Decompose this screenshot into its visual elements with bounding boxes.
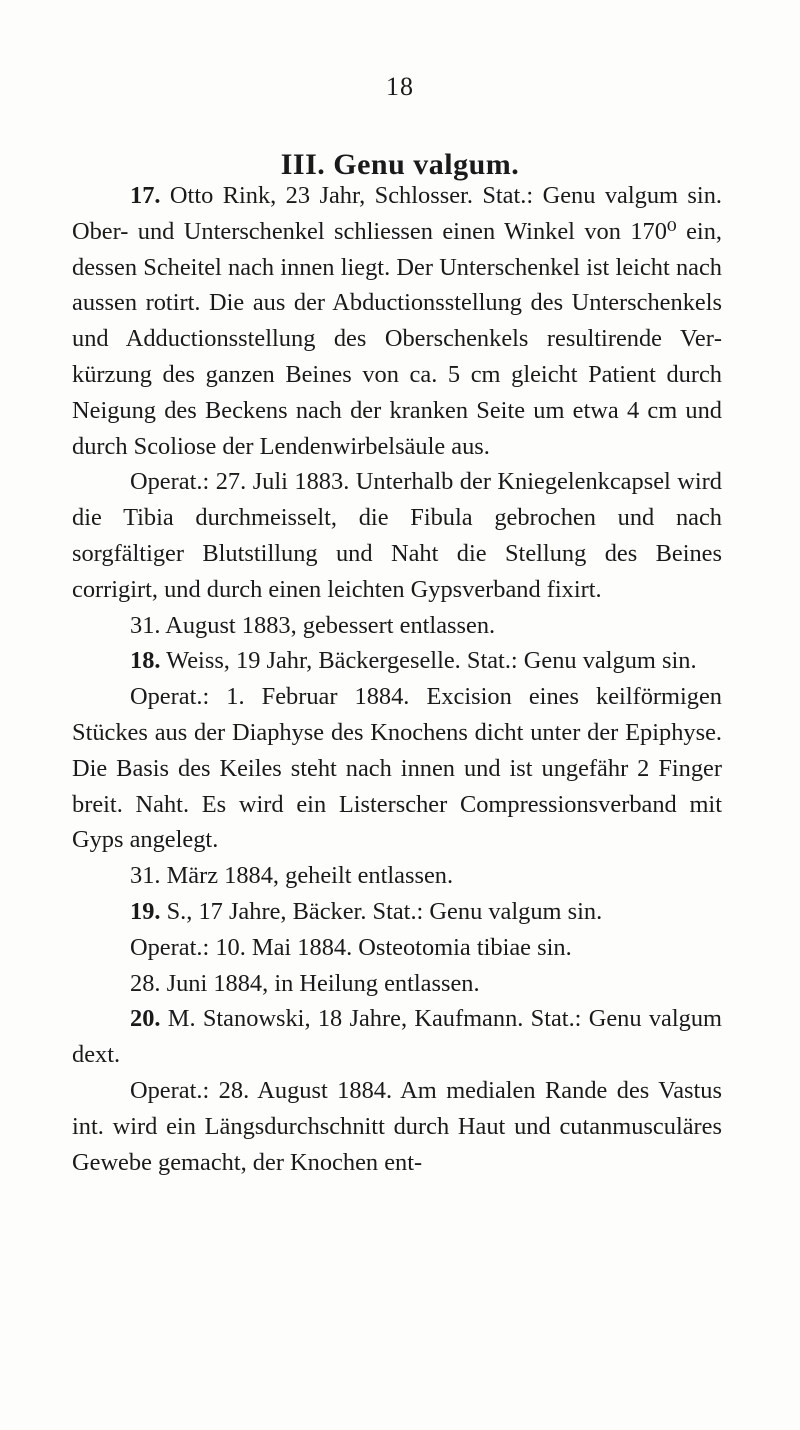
paragraph-text: 31. März 1884, geheilt entlassen. <box>130 862 454 890</box>
paragraph-text: Operat.: 27. Juli 1883. Unterhalb der Kniegelenkcapsel wird die Tibia durchmeisselt, die Fibula gebrochen und nach sorgfältiger Blutstillung und Naht die Stellung des Beines corrigirt, und durch einen leichten Gypsverband fixirt. <box>72 468 722 603</box>
paragraph-operation-20 <box>72 1073 722 1180</box>
page-number: 18 <box>386 72 414 101</box>
paragraph-case-17 <box>72 178 722 464</box>
section-heading: III. Genu valgum. <box>280 148 520 181</box>
paragraph-case-19 <box>72 894 722 930</box>
case-number: 20. <box>130 1005 161 1033</box>
case-number: 19. <box>130 897 161 925</box>
paragraph-text: M. Stanowski, 18 Jahre, Kaufmann. Stat.: Genu valgum dext. <box>72 1005 722 1069</box>
case-number: 18. <box>130 647 161 675</box>
paragraph-text: Operat.: 1. Februar 1884. Excision eines keilförmigen Stückes aus der Diaphyse des Knochens dicht unter der Epiphyse. Die Basis des Keiles steht nach innen und ist ungefähr 2 Finger breit. Naht. Es wird ein Listerscher Compressionsverband mit Gyps angelegt. <box>72 683 722 854</box>
paragraph-discharge-17 <box>72 608 722 644</box>
paragraph-operation-18 <box>72 679 722 858</box>
paragraph-text: 28. Juni 1884, in Heilung entlassen. <box>130 969 480 997</box>
paragraph-text: S., 17 Jahre, Bäcker. Stat.: Genu valgum sin. <box>160 897 603 925</box>
paragraph-text: Operat.: 10. Mai 1884. Osteotomia tibiae sin. <box>130 933 572 961</box>
case-number: 17. <box>130 182 161 209</box>
paragraph-discharge-18 <box>72 858 722 894</box>
paragraph-case-20 <box>72 1001 722 1073</box>
paragraph-text: Operat.: 28. August 1884. Am medialen Rande des Vastus int. wird ein Längsdurchschnitt durch Haut und cutanmusculäres Gewebe gemacht, der Knochen ent- <box>72 1076 722 1176</box>
paragraph-discharge-19 <box>72 966 722 1002</box>
paragraph-case-18 <box>72 643 722 679</box>
paragraph-text: 31. August 1883, gebessert entlassen. <box>130 611 496 639</box>
body-text <box>72 178 722 1180</box>
paragraph-text: Weiss, 19 Jahr, Bäckergeselle. Stat.: Genu valgum sin. <box>160 647 697 675</box>
paragraph-operation-19 <box>72 930 722 966</box>
paragraph-operation-17 <box>72 464 722 607</box>
paragraph-text: Otto Rink, 23 Jahr, Schlosser. Stat.: Genu valgum sin. Ober- und Unterschenkel schliessen einen Winkel von 170⁰ ein, dessen Scheitel nach innen liegt. Der Unterschenkel ist leicht nach aussen rotirt. Die aus der Abductionsstellung des Unterschenkels und Adductionsstellung des Oberschenkels resultirende Verkürzung des ganzen Beines von ca. 5 cm gleicht Patient durch Neigung des Beckens nach der kranken Seite um etwa 4 cm und durch Scoliose der Lendenwirbelsäule aus. <box>72 182 722 460</box>
